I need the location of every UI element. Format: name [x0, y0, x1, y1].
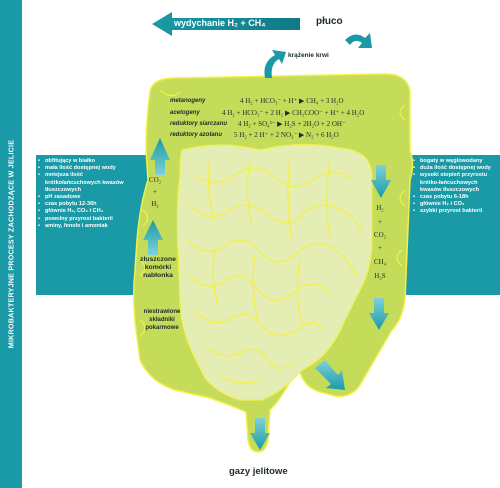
lung-return-arrow: [345, 33, 372, 48]
left-list-item: • głównie H₂, CO₂ i CH₄: [38, 208, 130, 215]
undigested-food-label: niestrawione składniki pokarmowe: [143, 309, 181, 331]
epithelial-cells-label: złuszczone komórki nabłonka: [140, 256, 176, 279]
reaction-eq-3: 5 H₂ + 2 H⁺ + 2 NO₃⁻ ▶ N₂ + 6 H₂O: [234, 131, 339, 139]
left-feature-list: [38, 158, 130, 230]
left-list-item: • pH zasadowe: [38, 194, 130, 201]
right-gas-ch4: CH₄: [373, 258, 387, 266]
reaction-name-1: acetogeny: [170, 110, 200, 116]
left-list-item: • czas pobytu 12-36h: [38, 201, 130, 208]
circulation-label: krążenie krwi: [288, 52, 329, 59]
reaction-eq-2: 4 H₂ + SO₄²⁻ ▶ H₂S + 2H₂O + 2 OH⁻: [238, 120, 346, 128]
right-list-item: • wysoki stopień przyrostu krótko-łańcuchowych kwasów tłuszczowych: [413, 172, 497, 194]
reaction-eq-0: 4 H₂ + HCO₃⁻ + H⁺ ▶ CH₄ + 3 H₂O: [240, 97, 344, 105]
left-list-item: • mała ilość dostępnej wody: [38, 165, 130, 172]
right-feature-list: [413, 158, 497, 216]
left-gas-co2: CO₂: [148, 176, 162, 184]
circulation-arrow: [264, 50, 286, 78]
right-list-item: • głównie H₂ i CO₂: [413, 201, 497, 208]
intestinal-gas-label: gazy jelitowe: [229, 466, 288, 477]
side-title: MIKROBAKTERYJNE PROCESY ZACHODZĄCE W JELICIE: [6, 139, 16, 349]
right-list-item: • czas pobytu 6-18h: [413, 194, 497, 201]
left-list-item: • mniejsza ilość krótkołańcuchowych kwasów tłuszczowych: [38, 172, 130, 194]
reaction-name-2: reduktory siarczanu: [170, 121, 228, 127]
right-list-item: • bogaty w węglowodany: [413, 158, 497, 165]
right-gas-plus-1: +: [378, 218, 382, 226]
exhale-label: wydychanie H₂ + CH₄: [174, 18, 266, 28]
reaction-name-0: metanogeny: [170, 98, 206, 104]
reaction-eq-1: 4 H₂ + HCO₃⁻ + 2 H₂ ▶ CH₃COO⁻ + H⁺ + 4 H₂O: [222, 109, 365, 117]
right-gas-plus-2: +: [378, 244, 382, 252]
right-gas-h2s: H₂S: [374, 272, 386, 280]
left-gas-h2: H₂: [151, 200, 159, 208]
lung-label: płuco: [316, 16, 343, 27]
left-list-item: • aminy, fenole i amoniak: [38, 223, 130, 230]
right-gas-h2: H₂: [376, 204, 384, 212]
left-list-item: • powolny przyrost bakterii: [38, 216, 130, 223]
right-list-item: • szybki przyrost bakterii: [413, 208, 497, 215]
right-list-item: • duża ilość dostępnej wody: [413, 165, 497, 172]
right-gas-co2: CO₂: [373, 231, 387, 239]
left-gas-plus: +: [153, 188, 157, 196]
reaction-name-3: reduktory azotanu: [170, 132, 223, 138]
left-list-item: • obfitujący w białko: [38, 158, 130, 165]
